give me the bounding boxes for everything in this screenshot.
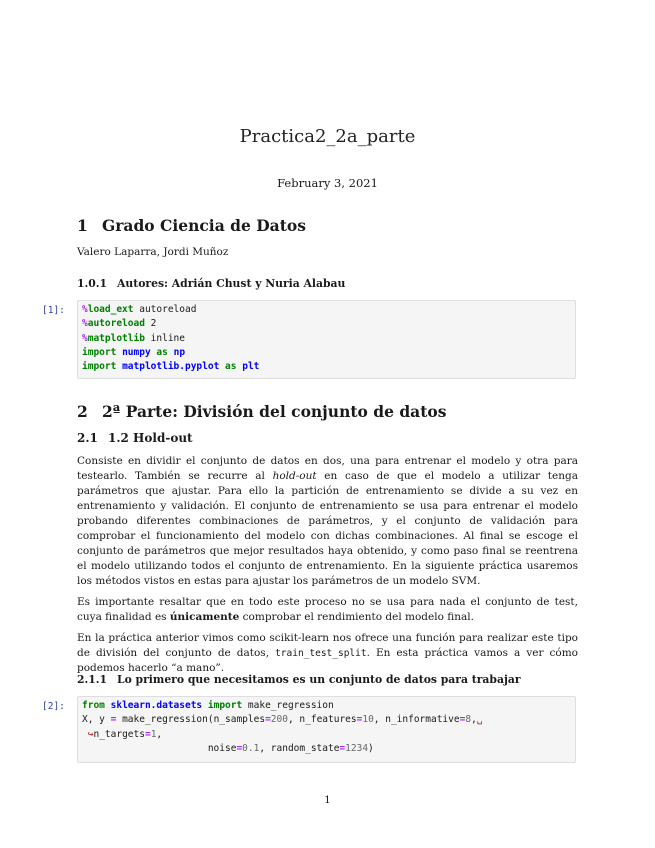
- code-line: X, y = make_regression(n_samples=200, n_features=10, n_informative=8,␣: [82, 714, 483, 726]
- paragraph-1: Consiste en dividir el conjunto de datos en dos, una para entrenar el modelo y otra para testearlo. También se recurre al hold-out en caso de que el modelo a utilizar tenga parámetros que ajustar. Para ello la partición de entrenamiento se divide a su vez en entrenamiento y validación. El conjunto de entrenamiento se usa para entrenar el modelo probando diferentes combinaciones de parámetros, y el conjunto de validación para comprobar el funcionamiento del modelo con dichas combinaciones. Al final se escoge el conjunto de parámetros que mejor resultados haya obtenido, y como paso final se reentrena el modelo utilizando todos el conjunto de entrenamiento. En la siguiente práctica usaremos los métodos vistos en estas para ajustar los parámetros de un modelo SVM.: [77, 455, 578, 587]
- strong-text: únicamente: [169, 611, 240, 623]
- subsection-number: 2.1: [77, 431, 98, 445]
- code-line: import numpy as np: [82, 346, 186, 358]
- cell-1-prompt: [1]:: [42, 305, 65, 316]
- code-cell-1[interactable]: [77, 300, 576, 379]
- subsection-number: 2.1.1: [77, 673, 108, 686]
- section-2-heading: [77, 402, 446, 421]
- document-title: Practica2_2a_parte: [239, 126, 416, 147]
- subsection-title: 1.2 Hold-out: [108, 431, 193, 445]
- subsection-2-1-1-heading: [77, 673, 521, 686]
- body-text: [77, 454, 578, 682]
- subsection-2-1-heading: [77, 431, 193, 445]
- code-line: ↪n_targets=1,: [87, 728, 163, 740]
- code-cell-2[interactable]: [77, 696, 576, 763]
- document-date: February 3, 2021: [277, 176, 378, 190]
- code-line: import matplotlib.pyplot as plt: [82, 361, 260, 373]
- paragraph-2: Es importante resaltar que en todo este proceso no se usa para nada el conjunto de test, cuya finalidad es únicamente comprobar el rendimiento del modelo final.: [77, 596, 578, 623]
- paragraph-3: En la práctica anterior vimos como scikit-learn nos ofrece una función para realizar este tipo de división del conjunto de datos, train_test_split. En esta práctica vamos a ver cómo podemos hacerlo “a mano”.: [77, 632, 578, 674]
- subsection-title: Lo primero que necesitamos es un conjunto de datos para trabajar: [117, 673, 521, 686]
- subsection-1-0-1-heading: [77, 277, 345, 290]
- section-number: 1: [77, 216, 88, 235]
- code-line: %autoreload 2: [82, 318, 157, 330]
- subsection-number: 1.0.1: [77, 277, 108, 290]
- authors-line: Valero Laparra, Jordi Muñoz: [77, 246, 229, 258]
- section-1-heading: [77, 216, 306, 235]
- code-line: %matplotlib inline: [82, 332, 185, 344]
- section-title: 2ª Parte: División del conjunto de datos: [102, 402, 447, 421]
- page-number: 1: [324, 794, 331, 806]
- section-title: Grado Ciencia de Datos: [102, 216, 306, 235]
- code-line: noise=0.1, random_state=1234): [82, 742, 374, 754]
- section-number: 2: [77, 402, 88, 421]
- subsection-title: Autores: Adrián Chust y Nuria Alabau: [117, 277, 346, 290]
- emphasis: hold-out: [272, 470, 317, 482]
- cell-2-prompt: [2]:: [42, 701, 65, 712]
- code-line: from sklearn.datasets import make_regression: [82, 700, 334, 711]
- code-line: %load_ext autoreload: [82, 304, 197, 315]
- inline-code: train_test_split: [275, 648, 367, 659]
